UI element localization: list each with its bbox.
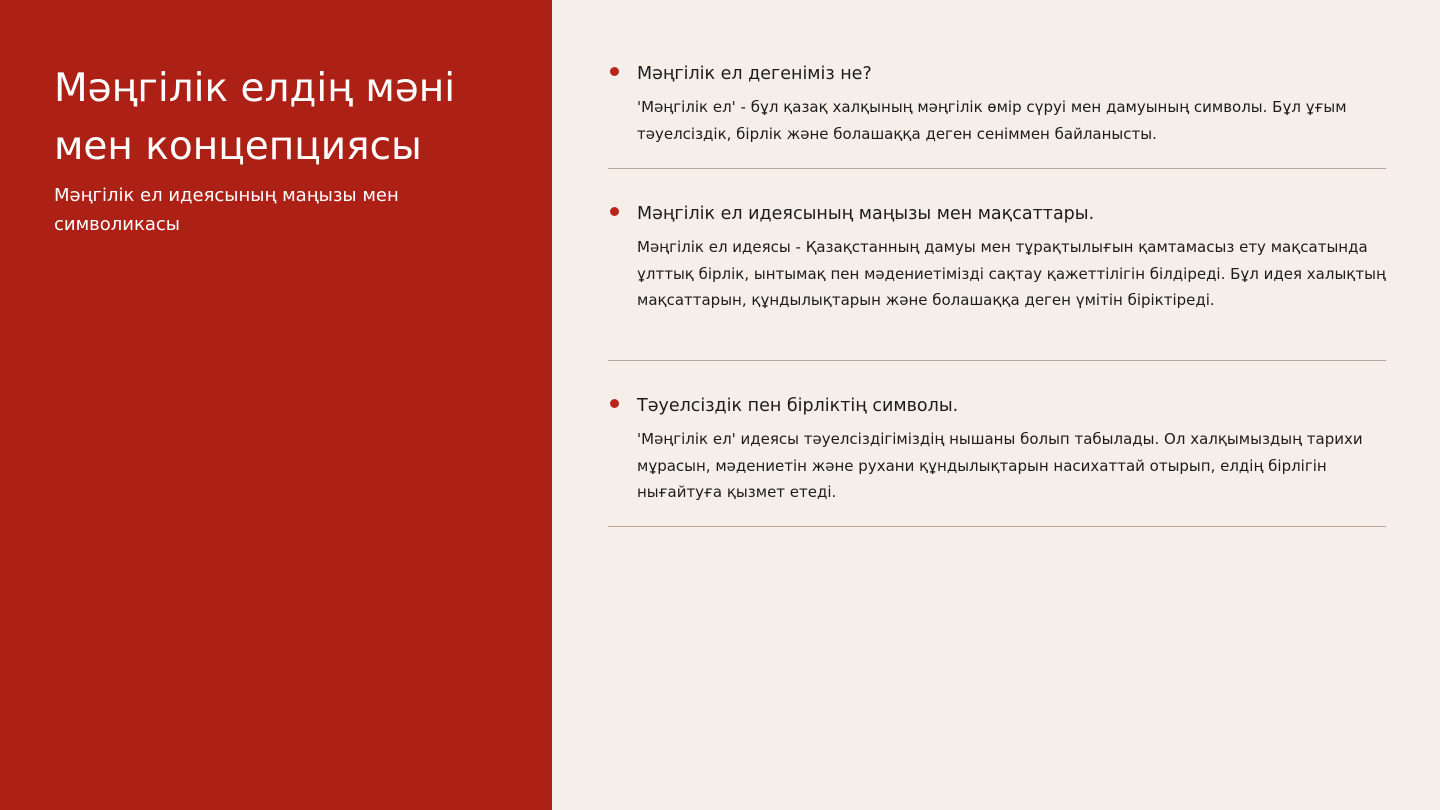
item-body: 'Мәңгілік ел' - бұл қазақ халқының мәңгілік өмір сүруі мен дамуының символы. Бұл ұғым тәуелсіздік, бірлік және болашаққа деген сеніммен байланысты. (637, 98, 1347, 143)
item-body: Мәңгілік ел идеясы - Қазақстанның дамуы мен тұрақтылығын қамтамасыз ету мақсатында ұлттық бірлік, ынтымақ пен мәдениетімізді сақтау қажеттілігін білдіреді. Бұл идея халықтың мақсаттарын, құндылықтарын және болашаққа деген үмітін біріктіреді. (637, 238, 1386, 309)
divider (608, 526, 1386, 527)
item-heading: Тәуелсіздік пен бірліктің символы. (637, 396, 959, 416)
slide-title: Мәңгілік елдің мәні мен концепциясы (54, 66, 456, 169)
slide-subtitle: Мәңгілік ел идеясының маңызы мен символикасы (54, 185, 399, 235)
divider (608, 360, 1386, 361)
item-heading: Мәңгілік ел идеясының маңызы мен мақсаттары. (637, 204, 1095, 224)
divider (608, 168, 1386, 169)
content-list (608, 0, 1386, 810)
bullet-icon (610, 399, 619, 408)
bullet-icon (610, 67, 619, 76)
bullet-icon (610, 207, 619, 216)
item-body: 'Мәңгілік ел' идеясы тәуелсіздігіміздің нышаны болып табылады. Ол халқымыздың тарихи мұрасын, мәдениетін және рухани құндылықтарын насихаттай отырып, елдің бірлігін нығайтуға қызмет етеді. (637, 430, 1363, 501)
item-heading: Мәңгілік ел дегеніміз не? (637, 64, 872, 84)
title-panel (0, 0, 552, 810)
